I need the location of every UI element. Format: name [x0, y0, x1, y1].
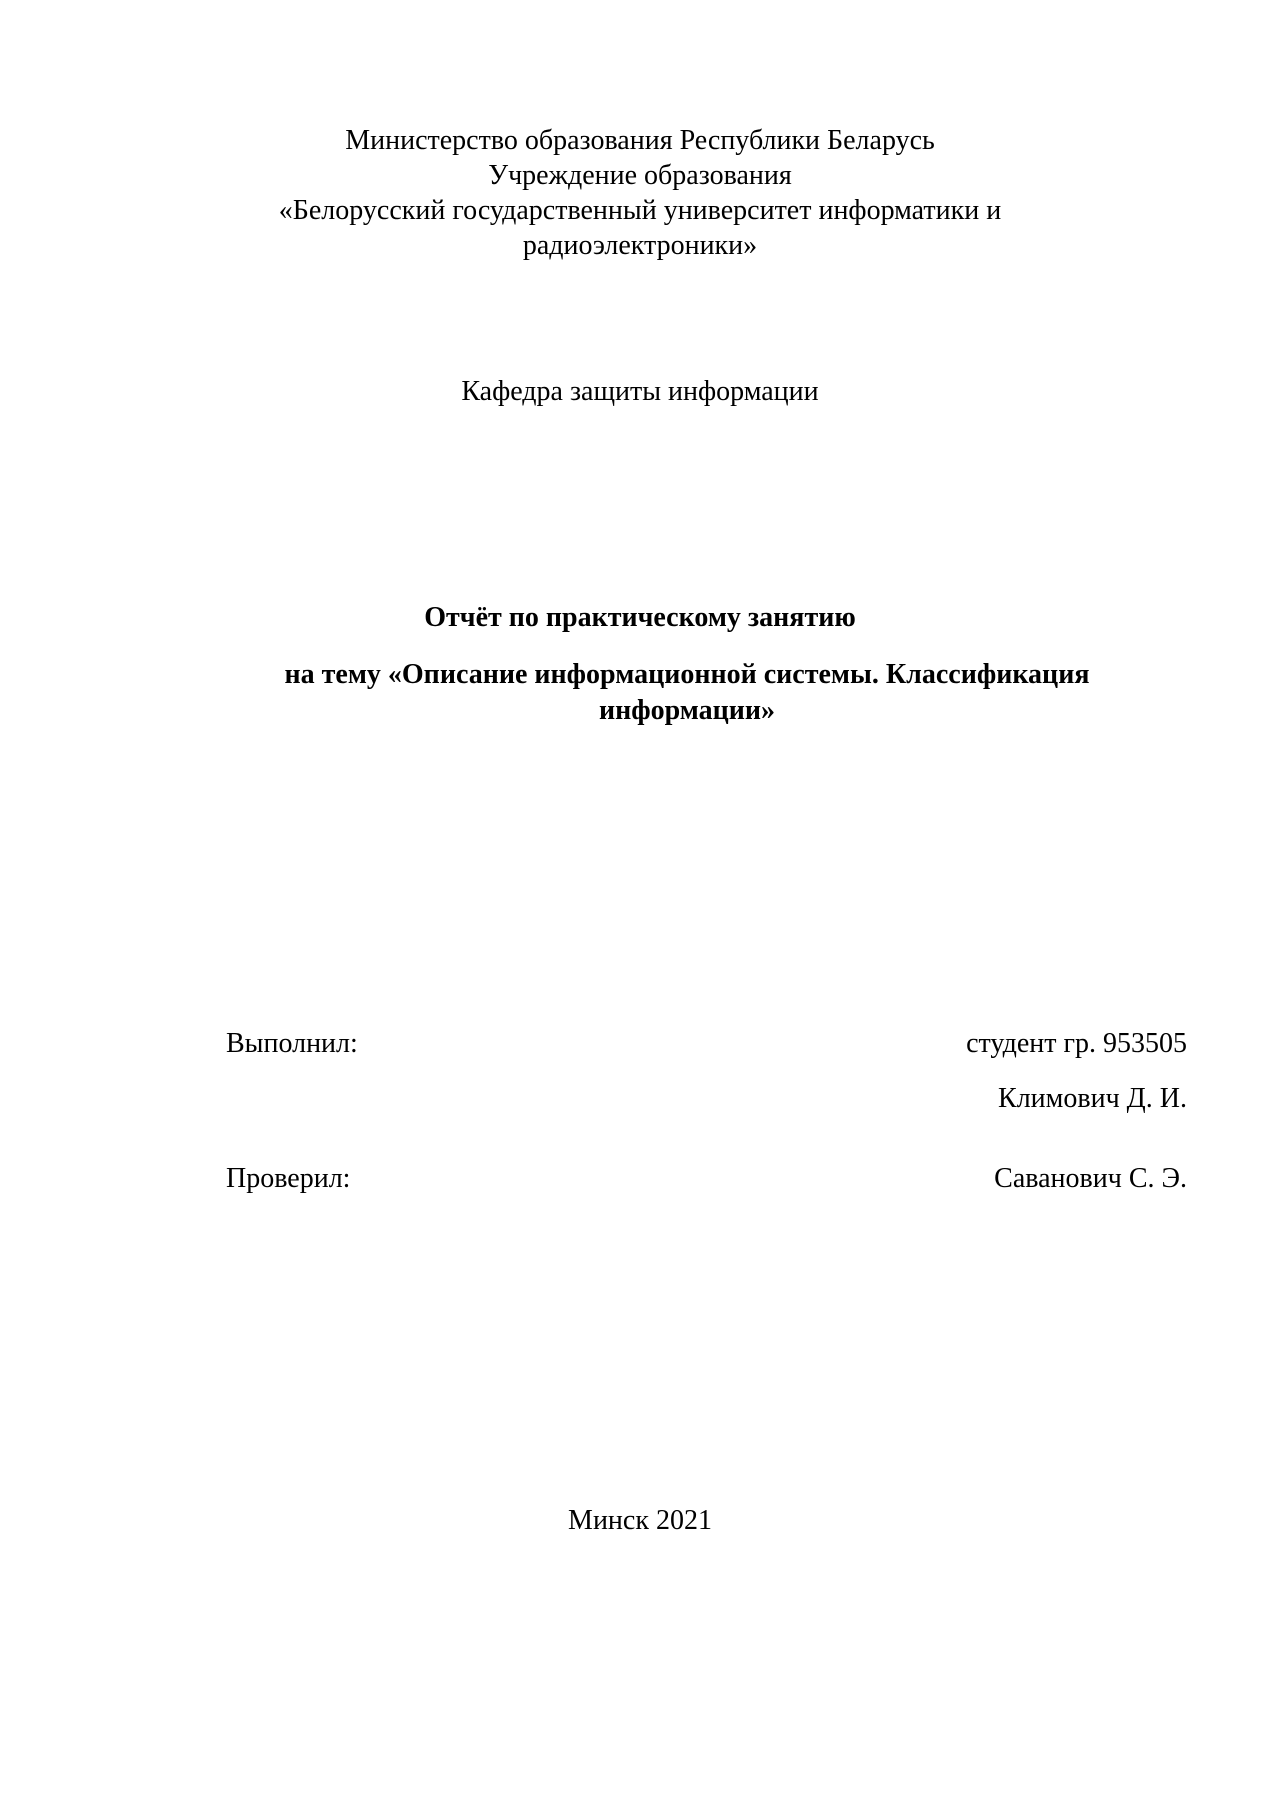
report-topic-line2: информации»: [598, 695, 776, 726]
institution-type: Учреждение образования: [488, 160, 792, 191]
report-title: Отчёт по практическому занятию: [424, 602, 856, 633]
ministry-name: Министерство образования Республики Беларусь: [345, 125, 935, 156]
university-name-line1: «Белорусский государственный университет информатики и: [278, 195, 1002, 226]
department-name: Кафедра защиты информации: [461, 376, 819, 407]
report-topic-line1: на тему «Описание информационной системы. Классификация: [284, 659, 1090, 690]
checked-name: Саванович С. Э.: [994, 1163, 1187, 1194]
performed-group: студент гр. 953505: [966, 1028, 1187, 1059]
university-name-line2: радиоэлектроники»: [522, 230, 758, 261]
performed-label: Выполнил:: [226, 1028, 358, 1059]
performed-name: Климович Д. И.: [998, 1083, 1187, 1114]
checked-label: Проверил:: [226, 1163, 351, 1194]
city-year: Минск 2021: [568, 1505, 712, 1536]
